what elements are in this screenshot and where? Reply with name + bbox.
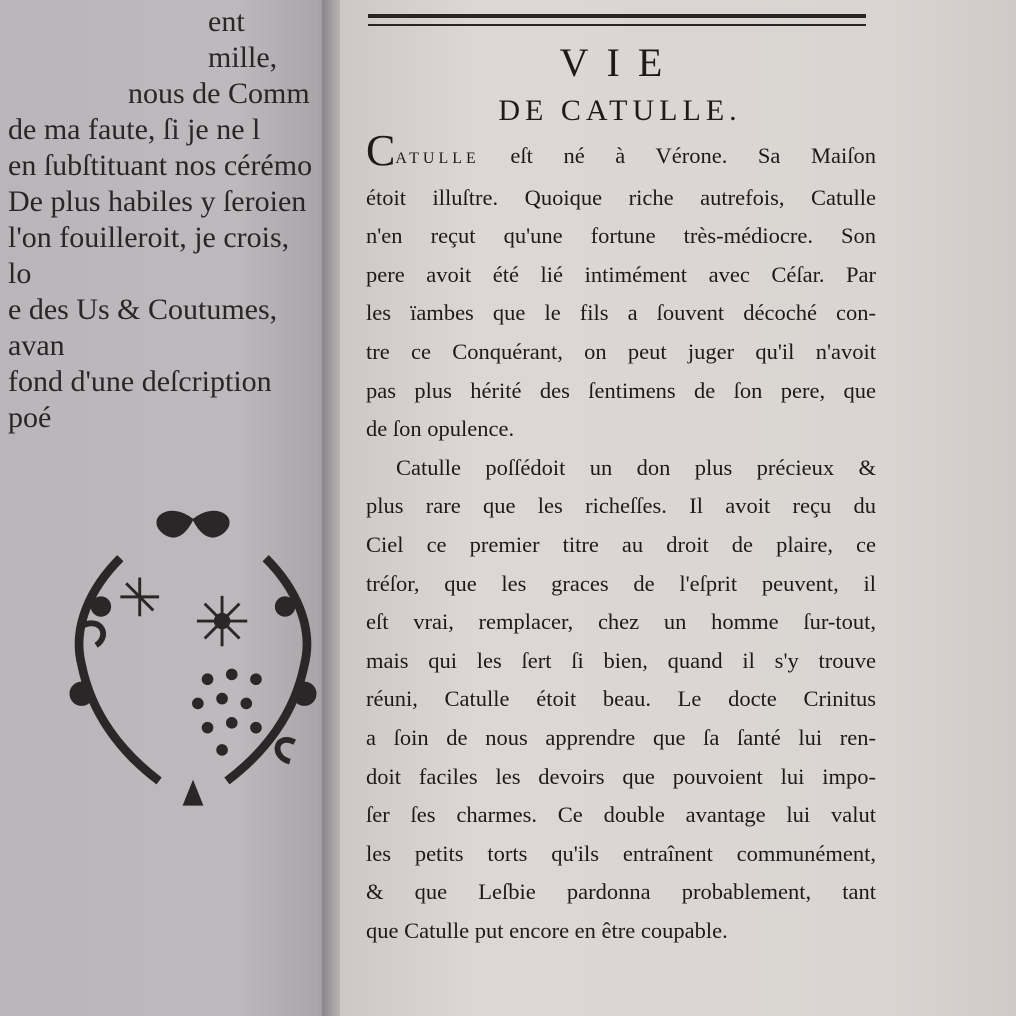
text-line: & que Leſbie pardonna probablement, tant (366, 879, 876, 905)
text-line: eſt vrai, remplacer, chez un homme ſur-tout, (366, 609, 876, 635)
text-line: e des Us & Coutumes, avan (8, 293, 278, 362)
text-line: que Catulle put encore en être coupable. (366, 917, 728, 943)
text-line: fond d'une deſcription poé (8, 365, 272, 434)
text-line: de ſon opulence. (366, 416, 515, 442)
text-line: De plus habiles y ſeroien (8, 185, 307, 218)
text-line: en ſubſtituant nos cérémo (8, 149, 313, 182)
text-line: ſer ſes charmes. Ce double avantage lui valut (366, 802, 876, 828)
floral-ornament-icon (58, 500, 328, 810)
header-rule (368, 14, 866, 18)
text-line: Catulle poſſédoit un don plus précieux & (396, 454, 876, 480)
text-line: les ïambes que le fils a ſouvent décoché con- (366, 300, 876, 326)
text-line: tréſor, que les graces de l'eſprit peuvent, il (366, 570, 876, 596)
text-line: réuni, Catulle étoit beau. Le docte Crinitus (366, 686, 876, 712)
text-line: pere avoit été lié intimément avec Céſar. Par (366, 261, 876, 287)
text-line: ent mille, (208, 5, 278, 74)
text-line: n'en reçut qu'une fortune très-médiocre. Son (366, 223, 876, 249)
header-rule (368, 24, 866, 26)
text-line: pas plus hérité des ſentimens de ſon pere, que (366, 377, 876, 403)
text-line: l'on fouilleroit, je crois, lo (8, 221, 290, 290)
chapter-subtitle: DE CATULLE. (498, 94, 742, 127)
chapter-title: VIE (559, 40, 681, 85)
text-line: plus rare que les richeſſes. Il avoit reçu du (366, 493, 876, 519)
text-line: doit faciles les devoirs que pouvoient lui impo- (366, 763, 876, 789)
text-line: mais qui les ſert ſi bien, quand il s'y trouve (366, 647, 876, 673)
text-line: étoit illuſtre. Quoique riche autrefois, Catulle (366, 184, 876, 210)
text-line: Ciel ce premier titre au droit de plaire, ce (366, 531, 876, 557)
body-text (366, 126, 876, 950)
text-line: les petits torts qu'ils entraînent communément, (366, 840, 876, 866)
text-line: tre ce Conquérant, on peut juger qu'il n'avoit (366, 338, 876, 364)
left-page-text (8, 4, 313, 436)
text-line: nous de Comm (128, 77, 310, 110)
left-page (0, 0, 335, 1016)
text-line: a ſoin de nous apprendre que ſa ſanté lui ren- (366, 724, 876, 750)
drop-cap: C (366, 126, 396, 175)
text-line: CATULLE eſt né à Vérone. Sa Maiſon (366, 126, 876, 175)
text-line: de ma faute, ſi je ne l (8, 113, 261, 146)
